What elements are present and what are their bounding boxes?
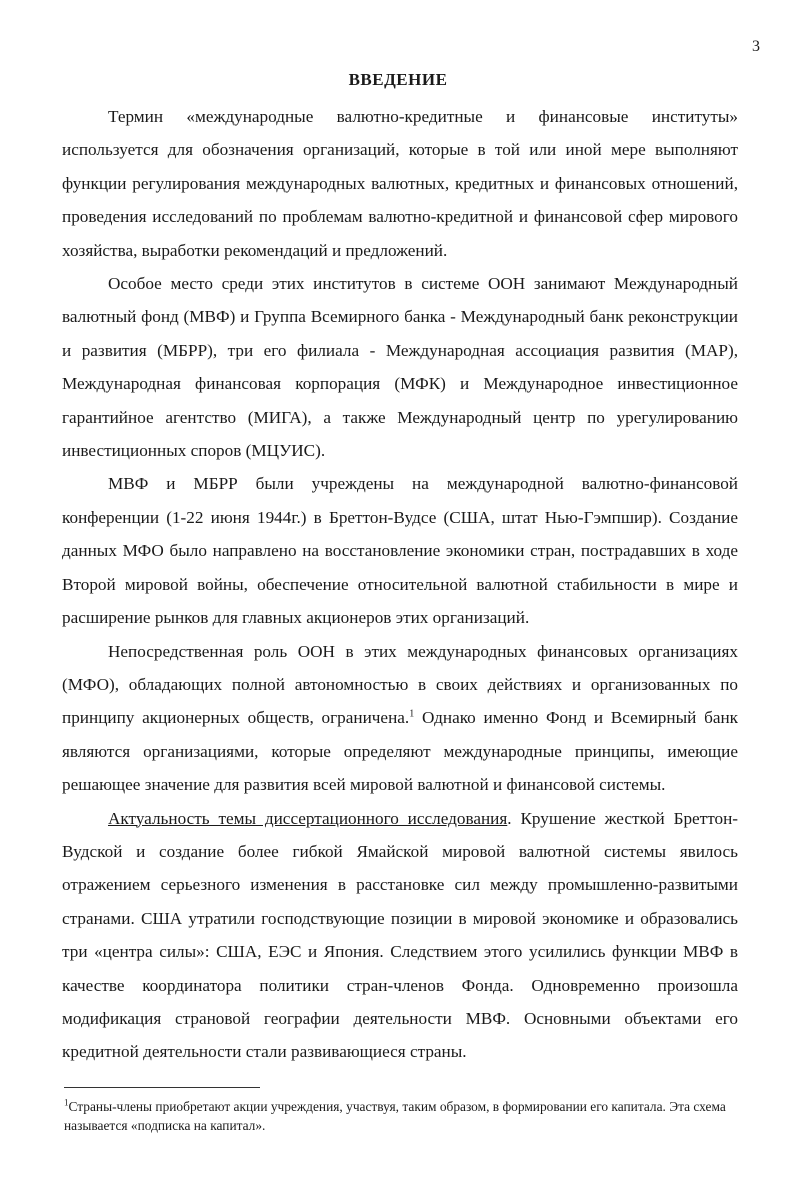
footnote-reference: 1 — [409, 708, 415, 720]
page-number: 3 — [752, 38, 760, 55]
paragraph-4-text-b: Однако именно Фонд и Всемирный банк являются организациями, которые определяют международные принципы, имеющие решающее значение для развития всей мировой валютной и финансовой системы. — [62, 708, 738, 795]
relevance-heading: Актуальность темы диссертационного исследования — [108, 808, 508, 828]
paragraph-5-text: . Крушение жесткой Бреттон-Вудской и создание более гибкой Ямайской мировой валютной системы явилось отражением серьезного изменения в расстановке сил между промышленно-развитыми странами. США утратили господствующие позиции в мировой экономике и образовались три «центра силы»: США, ЕЭС и Япония. Следствием этого усилились функции МВФ в качестве координатора политики стран-членов Фонда. Одновременно произошла модификация страновой географии деятельности МВФ. Основными объектами его кредитной деятельности стали развивающиеся страны. — [62, 808, 738, 1062]
body-text — [62, 100, 738, 1069]
paragraph-3: МВФ и МБРР были учреждены на международной валютно-финансовой конференции (1-22 июня 1944г.) в Бреттон-Вудсе (США, штат Нью-Гэмпшир). Создание данных МФО было направлено на восстановление экономики стран, пострадавших в ходе Второй мировой войны, обеспечение относительной валютной стабильности в мире и расширение рынков для главных акционеров этих организаций. — [62, 474, 738, 628]
paragraph-5 — [62, 802, 738, 1069]
footnote — [64, 1097, 742, 1135]
footnote-marker: 1 — [64, 1097, 69, 1108]
paragraph-1: Термин «международные валютно-кредитные и финансовые институты» используется для обозначения организаций, которые в той или иной мере выполняют функции регулирования международных валютных, кредитных и финансовых отношений, проведения исследований по проблемам валютно-кредитной и финансовой сфер мирового хозяйства, выработки рекомендаций и предложений. — [62, 107, 738, 260]
footnote-separator — [64, 1087, 260, 1088]
section-title: ВВЕДЕНИЕ — [348, 70, 448, 89]
footnote-text: Страны-члены приобретают акции учреждения, участвуя, таким образом, в формировании его капитала. Эта схема называется «подписка на капитал». — [64, 1099, 726, 1133]
paragraph-4 — [62, 635, 738, 802]
paragraph-4-text-a: Непосредственная роль ООН в этих международных финансовых организациях (МФО), обладающих полной автономностью в своих действиях и организованных по принципу акционерных обществ, ограничена. — [62, 641, 738, 728]
paragraph-2: Особое место среди этих институтов в системе ООН занимают Международный валютный фонд (МВФ) и Группа Всемирного банка - Международный банк реконструкции и развития (МБРР), три его филиала - Международная ассоциация развития (МАР), Международная финансовая корпорация (МФК) и Международное инвестиционное гарантийное агентство (МИГА), а также Международный центр по урегулированию инвестиционных споров (МЦУИС). — [62, 274, 738, 461]
